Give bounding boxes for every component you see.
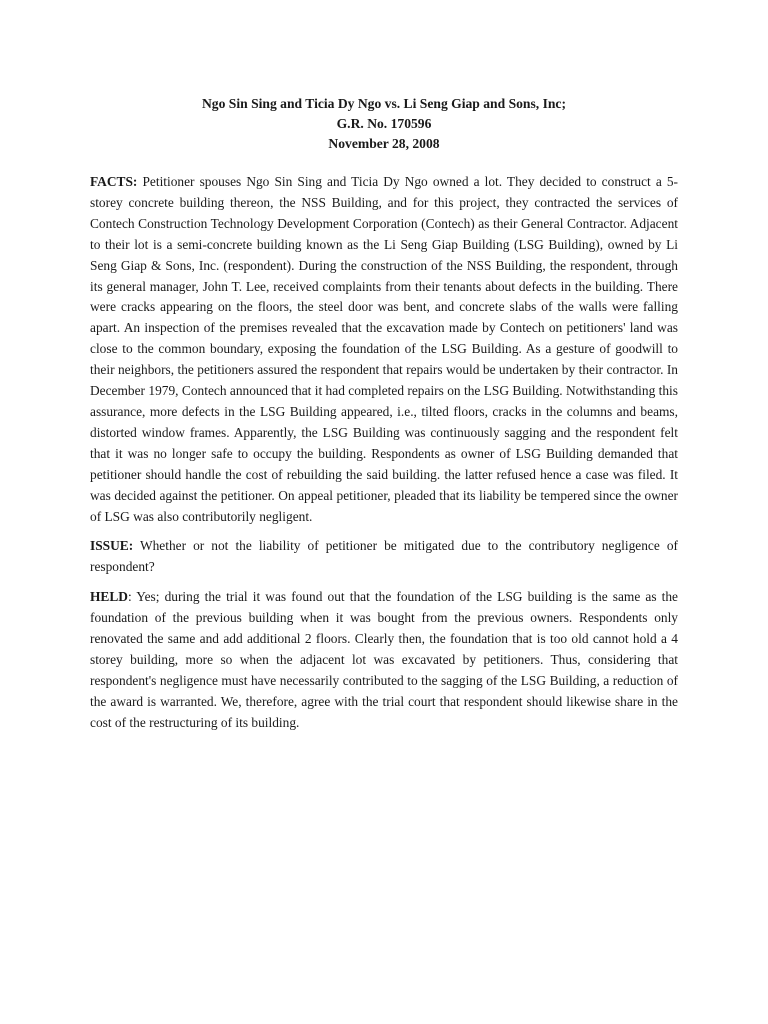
facts-section	[90, 172, 678, 527]
document-page	[90, 94, 678, 743]
case-title: Ngo Sin Sing and Ticia Dy Ngo vs. Li Seng Giap and Sons, Inc;	[201, 96, 566, 111]
gr-number: G.R. No. 170596	[336, 116, 432, 131]
issue-section	[90, 536, 678, 578]
held-text: : Yes; during the trial it was found out that the foundation of the LSG building is the same as the foundation of the previous building when it was bought from the previous owners. Respondents only renovated the same and add additional 2 floors. Clearly then, the foundation that is too old cannot hold a 4 storey building, more so when the adjacent lot was excavated by petitioners. Thus, considering that respondent's negligence must have necessarily contributed to the sagging of the LSG Building, a reduction of the award is warranted. We, therefore, agree with the trial court that respondent should likewise share in the cost of the restructuring of its building.	[90, 589, 678, 730]
facts-label: FACTS:	[90, 174, 138, 189]
issue-label: ISSUE:	[90, 538, 134, 554]
facts-text: Petitioner spouses Ngo Sin Sing and Ticia Dy Ngo owned a lot. They decided to construct a 5-storey concrete building thereon, the NSS Building, and for this project, they contracted the services of Contech Construction Technology Development Corporation (Contech) as their General Contractor. Adjacent to their lot is a semi-concrete building known as the Li Seng Giap Building (LSG Building), owned by Li Seng Giap & Sons, Inc. (respondent). During the construction of the NSS Building, the respondent, through its general manager, John T. Lee, received complaints from their tenants about defects in the building. There were cracks appearing on the floors, the steel door was bent, and concrete slabs of the walls were falling apart. An inspection of the premises revealed that the excavation made by Contech on petitioners' land was close to the common boundary, exposing the foundation of the LSG Building. As a gesture of goodwill to their neighbors, the petitioners assured the respondent that repairs would be undertaken by their contractor. In December 1979, Contech announced that it had completed repairs on the LSG Building. Notwithstanding this assurance, more defects in the LSG Building appeared, i.e., tilted floors, cracks in the columns and beams, distorted window frames. Apparently, the LSG Building was continuously sagging and the respondent felt that it was no longer safe to occupy the building. Respondents as owner of LSG Building demanded that petitioner should handle the cost of rebuilding the said building. the latter refused hence a case was filed. It was decided against the petitioner. On appeal petitioner, pleaded that its liability be tempered since the owner of LSG was also contributorily negligent.	[90, 174, 678, 524]
issue-text: Whether or not the liability of petitioner be mitigated due to the contributory negligence of respondent?	[90, 538, 678, 575]
held-label: HELD	[90, 589, 128, 605]
case-header	[90, 94, 678, 154]
held-section	[90, 587, 678, 733]
case-date: November 28, 2008	[328, 136, 440, 151]
